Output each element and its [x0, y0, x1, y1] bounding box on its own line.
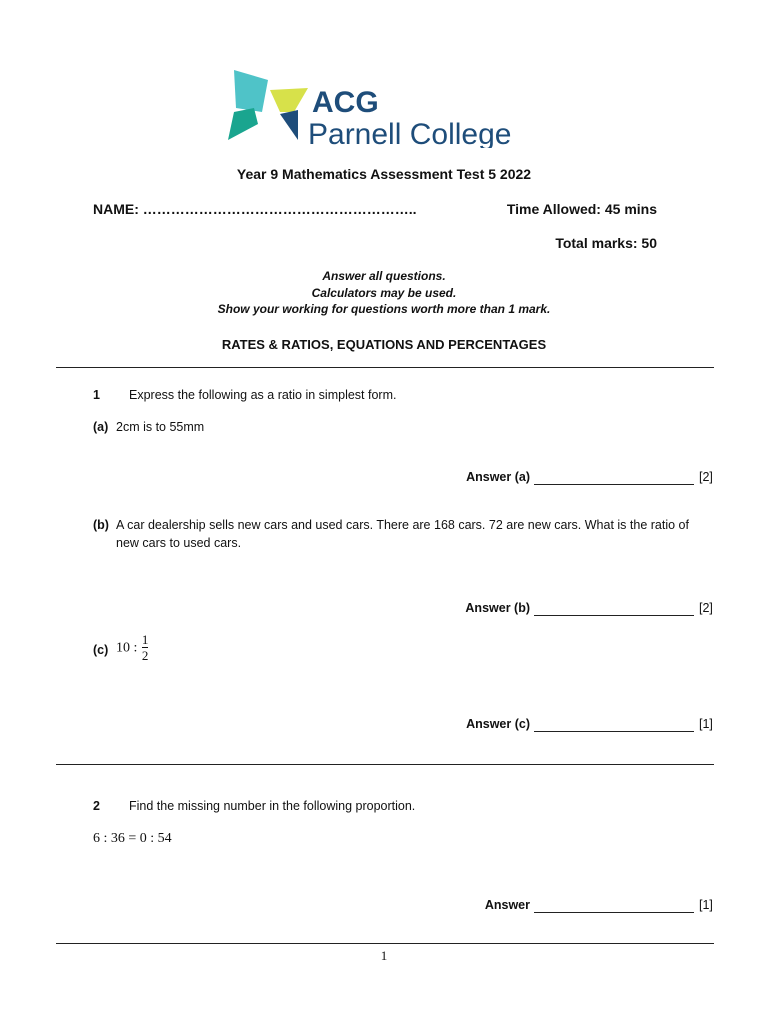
answer-label: Answer (b) [465, 601, 530, 615]
college-logo [228, 68, 548, 148]
part-label: (b) [93, 518, 109, 532]
time-allowed: Time Allowed: 45 mins [506, 201, 657, 217]
page-number: 1 [380, 948, 388, 963]
part-label: (a) [93, 420, 109, 434]
ratio-expression [116, 632, 148, 663]
instruction-line: Calculators may be used. [311, 286, 457, 300]
fraction [142, 632, 149, 663]
part-text: A car dealership sells new cars and used cars. There are 168 cars. 72 are new cars. What is the ratio of [116, 518, 689, 532]
answer-line[interactable] [534, 731, 694, 732]
part-label: (c) [93, 643, 109, 657]
divider [56, 943, 714, 944]
ratio-whole: 10 : [116, 640, 138, 656]
divider [56, 367, 714, 368]
fraction-numerator: 1 [141, 632, 149, 647]
logo-acg-text: ACG [312, 86, 379, 119]
marks-badge: [1] [699, 717, 713, 731]
question-prompt: Find the missing number in the following proportion. [129, 799, 416, 813]
instruction-line: Answer all questions. [322, 269, 446, 283]
marks-badge: [2] [699, 601, 713, 615]
section-title: RATES & RATIOS, EQUATIONS AND PERCENTAGES [221, 337, 547, 352]
answer-line[interactable] [534, 615, 694, 616]
answer-line[interactable] [534, 912, 694, 913]
total-marks: Total marks: 50 [555, 235, 657, 251]
question-number: 2 [93, 799, 100, 813]
question-prompt: Express the following as a ratio in simplest form. [129, 388, 397, 402]
answer-label: Answer [484, 898, 530, 912]
logo-emblem-icon [228, 68, 548, 148]
marks-badge: [2] [699, 470, 713, 484]
name-field: NAME: ………………………………………………….. [93, 201, 417, 217]
part-text: 2cm is to 55mm [116, 420, 205, 434]
logo-college-text: Parnell College [308, 118, 512, 148]
divider [56, 764, 714, 765]
question-number: 1 [93, 388, 100, 402]
answer-label: Answer (a) [466, 470, 530, 484]
answer-label: Answer (c) [466, 717, 530, 731]
fraction-denominator: 2 [141, 648, 149, 663]
page-title: Year 9 Mathematics Assessment Test 5 2022 [236, 166, 532, 182]
part-text-continued: new cars to used cars. [116, 536, 242, 550]
answer-line[interactable] [534, 484, 694, 485]
proportion-equation: 6 : 36 = 0 : 54 [93, 831, 172, 846]
instruction-line: Show your working for questions worth more than 1 mark. [217, 302, 551, 316]
marks-badge: [1] [699, 898, 713, 912]
